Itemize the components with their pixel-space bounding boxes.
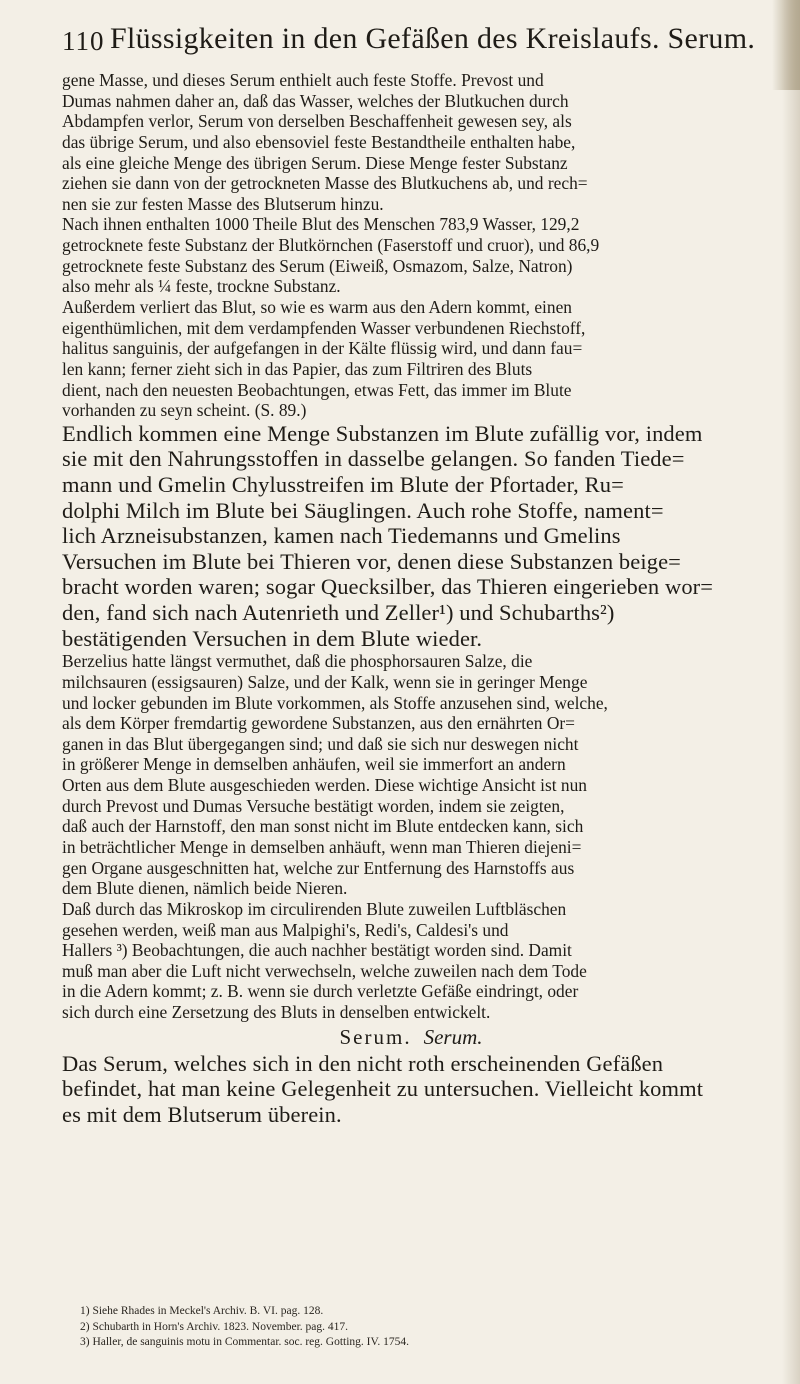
text-line: also mehr als ¼ feste, trockne Substanz. bbox=[62, 276, 341, 297]
text-line: und locker gebunden im Blute vorkommen, als Stoffe anzusehen sind, welche, bbox=[62, 692, 608, 713]
text-line: halitus sanguinis, der aufgefangen in der Kälte flüssig wird, und dann fau= bbox=[62, 338, 583, 359]
text-line: getrocknete feste Substanz des Serum (Eiweiß, Osmazom, Salze, Natron) bbox=[62, 255, 573, 276]
text-line: Endlich kommen eine Menge Substanzen im Blute zufällig vor, indem bbox=[62, 420, 703, 446]
page-number: 110 bbox=[62, 26, 105, 56]
text-line: Orten aus dem Blute ausgeschieden werden. Diese wichtige Ansicht ist nun bbox=[62, 775, 587, 796]
text-line: getrocknete feste Substanz der Blutkörnchen (Faserstoff und cruor), und 86,9 bbox=[62, 235, 600, 256]
text-line: Nach ihnen enthalten 1000 Theile Blut des Menschen 783,9 Wasser, 129,2 bbox=[62, 214, 580, 235]
text-line: gen Organe ausgeschnitten hat, welche zur Entfernung des Harnstoffs aus bbox=[62, 857, 575, 878]
footnotes bbox=[80, 1304, 740, 1351]
text-line: es mit dem Blutserum überein. bbox=[62, 1101, 342, 1127]
text-line: als eine gleiche Menge des übrigen Serum. Diese Menge fester Substanz bbox=[62, 152, 568, 173]
text-line: ziehen sie dann von der getrockneten Masse des Blutkuchens ab, und rech= bbox=[62, 173, 588, 194]
text-line: ganen in das Blut übergegangen sind; und daß sie sich nur deswegen nicht bbox=[62, 733, 579, 754]
text-line: sich durch eine Zersetzung des Bluts in denselben entwickelt. bbox=[62, 1002, 491, 1023]
section-title-latin: Serum. bbox=[423, 1024, 483, 1049]
text-line: durch Prevost und Dumas Versuche bestätigt worden, indem sie zeigten, bbox=[62, 795, 565, 816]
text-line: daß auch der Harnstoff, den man sonst nicht im Blute entdecken kann, sich bbox=[62, 816, 584, 837]
text-line: bracht worden waren; sogar Quecksilber, das Thieren eingerieben wor= bbox=[62, 574, 714, 600]
footnote: 2) Schubarth in Horn's Archiv. 1823. November. pag. 417. bbox=[80, 1320, 349, 1333]
text-line: Versuchen im Blute bei Thieren vor, denen diese Substanzen beige= bbox=[62, 548, 681, 574]
text-line: in die Adern kommt; z. B. wenn sie durch verletzte Gefäße eindringt, oder bbox=[62, 981, 579, 1002]
page-header bbox=[62, 18, 762, 62]
text-line: Das Serum, welches sich in den nicht roth erscheinenden Gefäßen bbox=[62, 1050, 664, 1076]
text-line: gesehen werden, weiß man aus Malpighi's, Redi's, Caldesi's und bbox=[62, 919, 509, 940]
text-line: lich Arzneisubstanzen, kamen nach Tiedemanns und Gmelins bbox=[62, 523, 621, 549]
footnote: 3) Haller, de sanguinis motu in Commentar. soc. reg. Gotting. IV. 1754. bbox=[80, 1336, 409, 1348]
text-line: bestätigenden Versuchen in dem Blute wieder. bbox=[62, 625, 483, 651]
running-head: Flüssigkeiten in den Gefäßen des Kreislaufs. Serum. bbox=[110, 22, 756, 55]
body-lines bbox=[62, 70, 760, 1023]
section-title: Serum. bbox=[339, 1024, 412, 1049]
text-line: gene Masse, und dieses Serum enthielt auch feste Stoffe. Prevost und bbox=[62, 70, 544, 90]
text-line: befindet, hat man keine Gelegenheit zu untersuchen. Vielleicht kommt bbox=[62, 1076, 704, 1102]
text-line: Berzelius hatte längst vermuthet, daß die phosphorsauren Salze, die bbox=[62, 651, 533, 672]
text-line: in beträchtlicher Menge in demselben anhäuft, wenn man Thieren diejeni= bbox=[62, 837, 582, 857]
text-line: dient, nach den neuesten Beobachtungen, etwas Fett, das immer im Blute bbox=[62, 379, 572, 400]
page-edge-shadow bbox=[782, 0, 800, 1384]
text-line: Daß durch das Mikroskop im circulirenden Blute zuweilen Luftbläschen bbox=[62, 898, 567, 919]
text-line: dem Blute dienen, nämlich beide Nieren. bbox=[62, 878, 348, 899]
text-line: eigenthümlichen, mit dem verdampfenden Wasser verbundenen Riechstoff, bbox=[62, 317, 586, 338]
text-line: Außerdem verliert das Blut, so wie es warm aus den Adern kommt, einen bbox=[62, 297, 573, 318]
text-line: sie mit den Nahrungsstoffen in dasselbe gelangen. So fanden Tiede= bbox=[62, 446, 685, 472]
text-line: milchsauren (essigsauren) Salze, und der Kalk, wenn sie in geringer Menge bbox=[62, 671, 588, 692]
text-line: als dem Körper fremdartig gewordene Substanzen, aus den ernährten Or= bbox=[62, 713, 575, 734]
text-line: Hallers ³) Beobachtungen, die auch nachher bestätigt worden sind. Damit bbox=[62, 940, 572, 961]
text-line: nen sie zur festen Masse des Blutserum hinzu. bbox=[62, 193, 384, 214]
text-line: in größerer Menge in demselben anhäufen, weil sie immerfort an andern bbox=[62, 754, 566, 775]
text-line: dolphi Milch im Blute bei Säuglingen. Auch rohe Stoffe, nament= bbox=[62, 497, 664, 523]
text-line: muß man aber die Luft nicht verwechseln, welche zuweilen nach dem Tode bbox=[62, 960, 587, 981]
text-line: vorhanden zu seyn scheint. (S. 89.) bbox=[62, 400, 307, 421]
text-line: Abdampfen verlor, Serum von derselben Beschaffenheit gewesen sey, als bbox=[62, 111, 572, 132]
text-line: das übrige Serum, und also ebensoviel feste Bestandtheile enthalten habe, bbox=[62, 131, 576, 152]
section-heading bbox=[62, 1024, 760, 1050]
page-body bbox=[62, 70, 760, 1128]
text-line: Dumas nahmen daher an, daß das Wasser, welches der Blutkuchen durch bbox=[62, 90, 569, 111]
footnote: 1) Siehe Rhades in Meckel's Archiv. B. VI. pag. 128. bbox=[80, 1305, 324, 1317]
closing-lines bbox=[62, 1051, 760, 1128]
text-line: den, fand sich nach Autenrieth und Zeller¹) und Schubarths²) bbox=[62, 600, 615, 626]
text-line: mann und Gmelin Chylusstreifen im Blute der Pfortader, Ru= bbox=[62, 472, 624, 498]
text-line: len kann; ferner zieht sich in das Papier, das zum Filtriren des Bluts bbox=[62, 358, 533, 379]
